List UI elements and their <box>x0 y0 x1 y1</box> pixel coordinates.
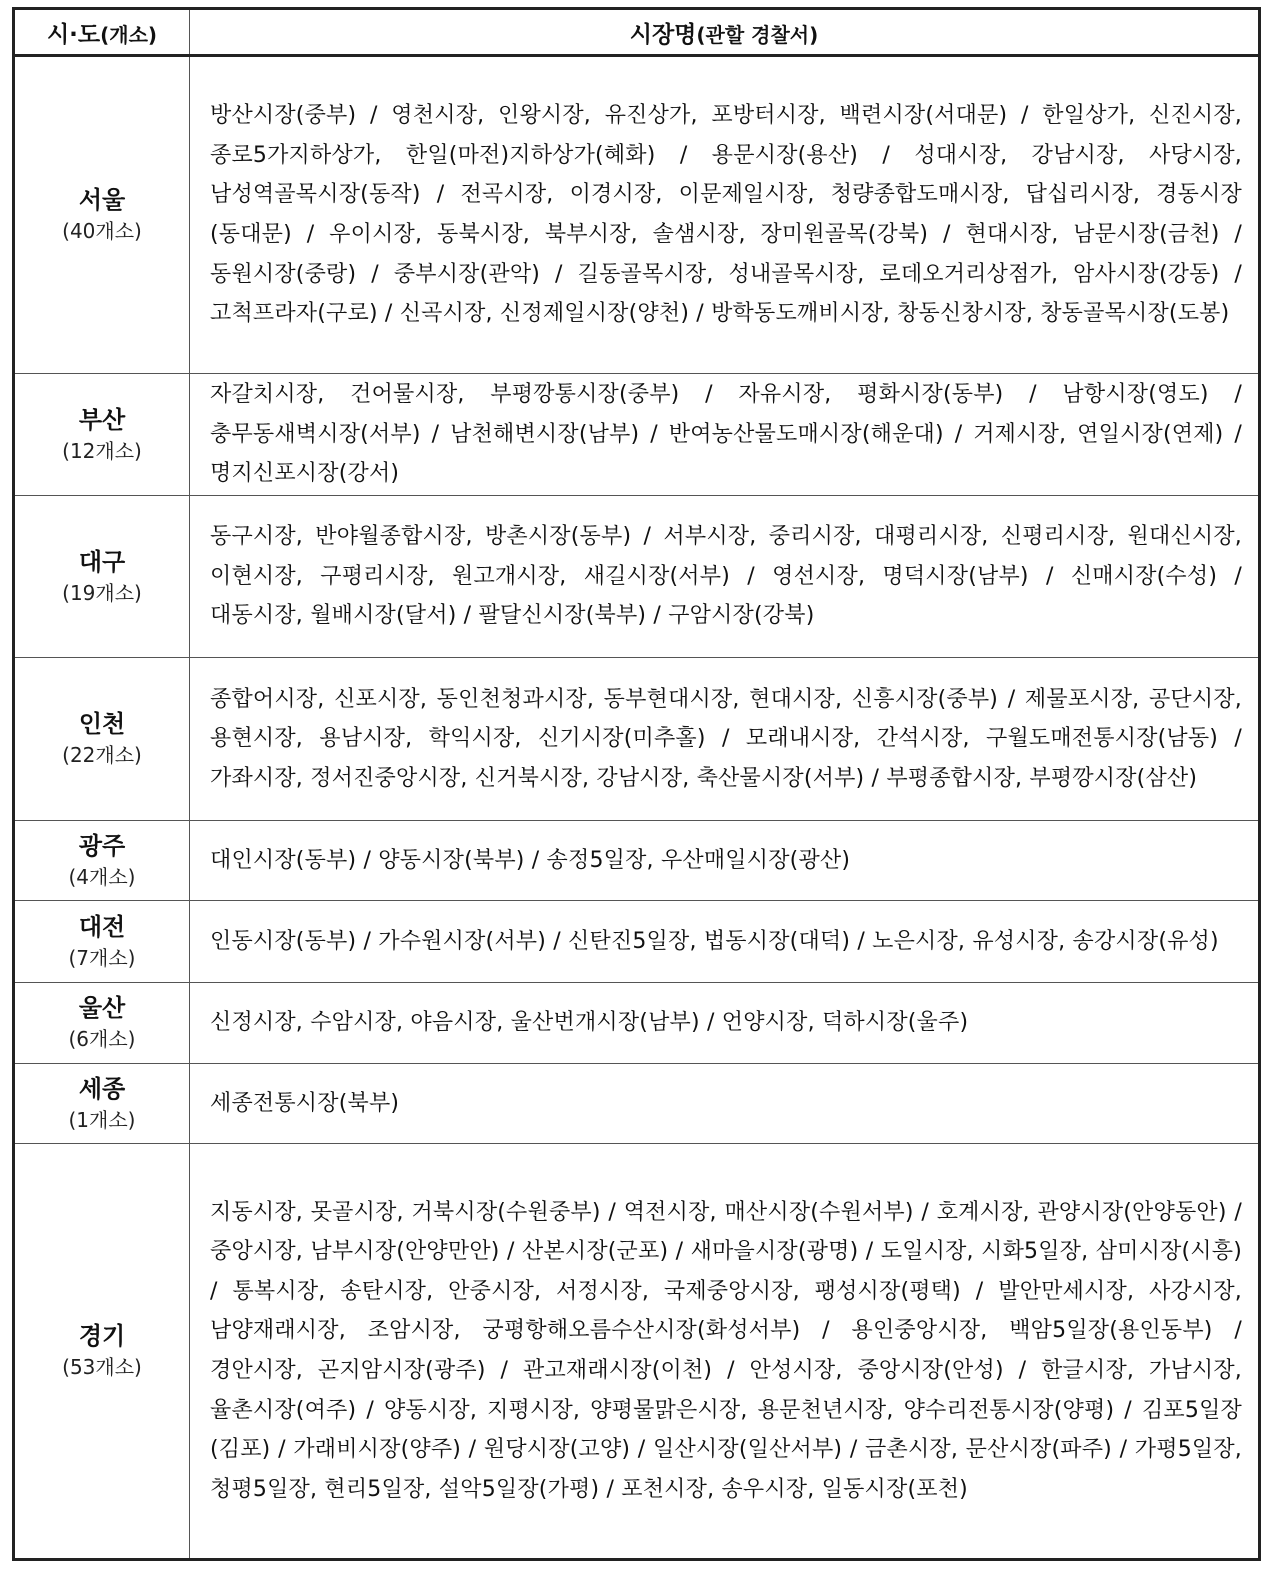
header-markets-label: 시장명 <box>629 21 697 48</box>
market-list-cell: 지동시장, 못골시장, 거북시장(수원중부) / 역전시장, 매산시장(수원서부) / 호계시장, 관양시장(안양동안) / 중앙시장, 남부시장(안양만안) / 산본시장(군포) / 새마을시장(광명) / 도일시장, 시화5일장, 삼미시장(시흥) / 통복시장, 송탄시장, 안중시장, 서정시장, 국제중앙시장, 팽성시장(평택) / 발안만세시장, 사강시장, 남양재래시장, 조암시장, 궁평항해오름수산시장(화성서부) / 용인중앙시장, 백암5일장(용인동부) / 경안시장, 곤지암시장(광주) / 관고재래시장(이천) / 안성시장, 중앙시장(안성) / 한글시장, 가남시장, 율촌시장(여주) / 양동시장, 지평시장, 양평물맑은시장, 용문천년시장, 양수리전통시장(양평) / 김포5일장(김포) / 가래비시장(양주) / 원당시장(고양) / 일산시장(일산서부) / 금촌시장, 문산시장(파주) / 가평5일장, 청평5일장, 현리5일장, 설악5일장(가평) / 포천시장, 송우시장, 일동시장(포천) <box>190 1144 1260 1560</box>
region-count: (4개소) <box>68 864 136 889</box>
market-list-cell: 종합어시장, 신포시장, 동인천청과시장, 동부현대시장, 현대시장, 신흥시장(중부) / 제물포시장, 공단시장, 용현시장, 용남시장, 학익시장, 신기시장(미추홀) / 모래내시장, 간석시장, 구월도매전통시장(남동) / 가좌시장, 정서진중앙시장, 신거북시장, 강남시장, 축산물시장(서부) / 부평종합시장, 부평깡시장(삼산) <box>190 658 1260 821</box>
region-cell <box>14 1064 190 1144</box>
region-cell <box>14 374 190 496</box>
region-cell <box>14 901 190 983</box>
region-name: 세종 <box>78 1074 126 1103</box>
table-row <box>14 56 1260 374</box>
table-header-row <box>14 9 1260 56</box>
region-cell <box>14 496 190 658</box>
region-count: (53개소) <box>62 1355 142 1379</box>
market-table <box>12 7 1261 1561</box>
region-name: 광주 <box>78 831 126 860</box>
region-cell <box>14 1144 190 1560</box>
region-name: 대구 <box>78 547 126 576</box>
table-row <box>14 1064 1260 1144</box>
market-list-cell: 방산시장(중부) / 영천시장, 인왕시장, 유진상가, 포방터시장, 백련시장(서대문) / 한일상가, 신진시장, 종로5가지하상가, 한일(마전)지하상가(혜화) / 용문시장(용산) / 성대시장, 강남시장, 사당시장, 남성역골목시장(동작) / 전곡시장, 이경시장, 이문제일시장, 청량종합도매시장, 답십리시장, 경동시장(동대문) / 우이시장, 동북시장, 북부시장, 솔샘시장, 장미원골목(강북) / 현대시장, 남문시장(금천) / 동원시장(중랑) / 중부시장(관악) / 길동골목시장, 성내골목시장, 로데오거리상점가, 암사시장(강동) / 고척프라자(구로) / 신곡시장, 신정제일시장(양천) / 방학동도깨비시장, 창동신창시장, 창동골목시장(도봉) <box>190 56 1260 374</box>
header-region-sub: (개소) <box>100 22 158 47</box>
region-count: (12개소) <box>62 438 142 463</box>
header-region <box>14 9 190 56</box>
market-table-container <box>12 7 1268 1561</box>
market-list-cell: 신정시장, 수암시장, 야음시장, 울산번개시장(남부) / 언양시장, 덕하시장(울주) <box>190 983 1260 1064</box>
table-row <box>14 658 1260 821</box>
region-name: 인천 <box>78 710 126 738</box>
table-row <box>14 374 1260 496</box>
header-markets-sub: (관할 경찰서) <box>696 22 819 47</box>
region-count: (19개소) <box>62 580 142 605</box>
region-count: (22개소) <box>62 743 142 767</box>
market-list-cell: 자갈치시장, 건어물시장, 부평깡통시장(중부) / 자유시장, 평화시장(동부) / 남항시장(영도) / 충무동새벽시장(서부) / 남천해변시장(남부) / 반여농산물도매시장(해운대) / 거제시장, 연일시장(연제) / 명지신포시장(강서) <box>190 374 1260 496</box>
market-list-cell: 인동시장(동부) / 가수원시장(서부) / 신탄진5일장, 법동시장(대덕) / 노은시장, 유성시장, 송강시장(유성) <box>190 901 1260 983</box>
region-name: 부산 <box>78 405 126 434</box>
header-markets <box>190 9 1260 56</box>
table-row <box>14 496 1260 658</box>
region-count: (40개소) <box>62 219 142 243</box>
region-count: (6개소) <box>68 1027 136 1051</box>
header-region-label: 시·도 <box>46 21 101 48</box>
table-row <box>14 1144 1260 1560</box>
region-cell <box>14 658 190 821</box>
region-name: 서울 <box>78 186 126 214</box>
region-count: (7개소) <box>68 945 136 970</box>
market-list-cell: 동구시장, 반야월종합시장, 방촌시장(동부) / 서부시장, 중리시장, 대평리시장, 신평리시장, 원대신시장, 이현시장, 구평리시장, 원고개시장, 새길시장(서부) / 영선시장, 명덕시장(남부) / 신매시장(수성) / 대동시장, 월배시장(달서) / 팔달신시장(북부) / 구암시장(강북) <box>190 496 1260 658</box>
region-cell <box>14 821 190 901</box>
table-row <box>14 901 1260 983</box>
region-cell <box>14 56 190 374</box>
region-name: 울산 <box>78 994 126 1022</box>
region-name: 대전 <box>78 912 126 941</box>
region-cell <box>14 983 190 1064</box>
region-name: 경기 <box>78 1322 126 1350</box>
market-list-cell: 대인시장(동부) / 양동시장(북부) / 송정5일장, 우산매일시장(광산) <box>190 821 1260 901</box>
table-row <box>14 983 1260 1064</box>
region-count: (1개소) <box>68 1107 136 1132</box>
table-row <box>14 821 1260 901</box>
market-list-cell: 세종전통시장(북부) <box>190 1064 1260 1144</box>
